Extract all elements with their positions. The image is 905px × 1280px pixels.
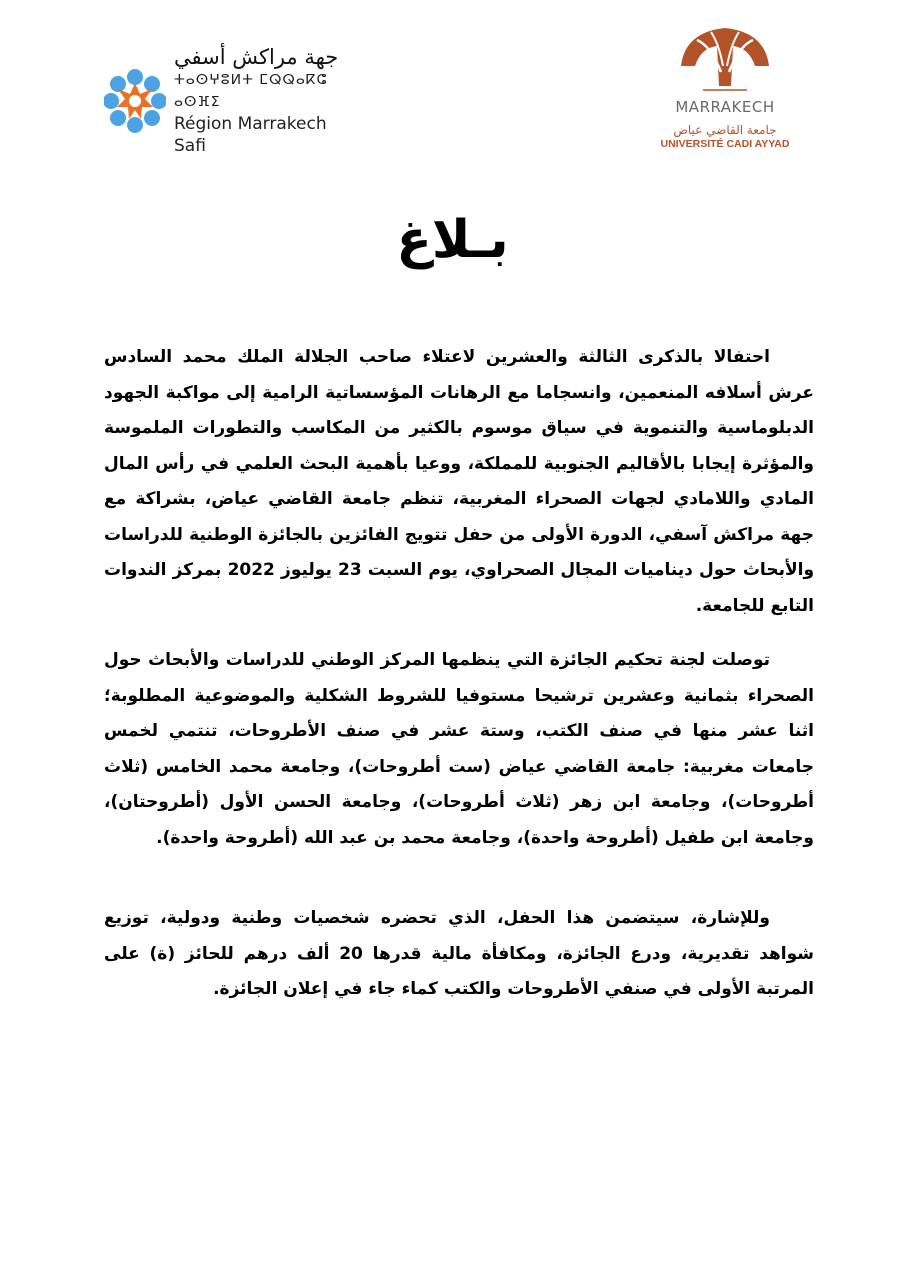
palm-arch-emblem-icon — [677, 26, 773, 96]
region-marrakech-safi-logo — [104, 45, 344, 156]
paragraph-text: احتفالا بالذكرى الثالثة والعشرين لاعتلاء صاحب الجلالة الملك محمد السادس عرش أسلافه المنعمين، وانسجاما مع الرهانات المؤسساتية الرامية إلى مواكبة الجهود الدبلوماسية والتنموية في سياق موسوم بالكثير من المكاسب والتطورات الملموسة والمؤثرة إيجابا بالأقاليم الجنوبية للمملكة، ووعيا بأهمية البحث العلمي في رأس المال المادي واللامادي لجهات الصحراء المغربية، تنظم جامعة القاضي عياض، بشراكة مع جهة مراكش آسفي، الدورة الأولى من حفل تتويج الفائزين بالجائزة الوطنية للدراسات والأبحاث حول ديناميات المجال الصحراوي، يوم السبت 23 يوليوز 2022 بمركز الندوات التابع للجامعة. — [104, 347, 815, 616]
logo-city-name: MARRAKECH — [675, 98, 775, 116]
universite-cadi-ayyad-logo — [660, 26, 790, 158]
document-title: بـلاغ — [396, 210, 509, 270]
university-name-arabic: جامعة القاضي عياض — [673, 123, 777, 137]
paragraph-1 — [104, 340, 814, 624]
region-name-french: Région Marrakech Safi — [174, 114, 327, 156]
paragraph-2 — [104, 643, 814, 856]
paragraph-3 — [104, 901, 814, 1008]
paragraph-text: وللإشارة، سيتضمن هذا الحفل، الذي تحضره شخصيات وطنية ودولية، توزيع شواهد تقديرية، ودرع الجائزة، ومكافأة مالية قدرها 20 ألف درهم للحائز (ة) على المرتبة الأولى في صنفي الأطروحات والكتب كماء جاء في إعلان الجائزة. — [104, 908, 814, 999]
region-name-arabic: جهة مراكش أسفي — [174, 45, 339, 69]
region-name-tifinagh: ⵜⴰⵙⵖⵓⵍⵜ ⵎⵕⵕⴰⴽⵛ ⴰⵙⴼⵉ — [174, 72, 328, 110]
university-name-french: UNIVERSITÉ CADI AYYAD — [660, 138, 790, 150]
region-star-emblem-icon — [104, 56, 166, 146]
paragraph-text: توصلت لجنة تحكيم الجائزة التي ينظمها المركز الوطني للدراسات والأبحاث حول الصحراء بثمانية وعشرين ترشيحا مستوفيا للشروط الشكلية والموضوعية المطلوبة؛ اثنا عشر منها في صنف الكتب، وستة عشر في صنف الأطروحات، تنتمي لخمس جامعات مغربية: جامعة القاضي عياض (ست أطروحات)، وجامعة محمد الخامس (ثلاث أطروحات)، وجامعة ابن زهر (ثلاث أطروحات)، وجامعة الحسن الأول (أطروحتان)، وجامعة ابن طفيل (أطروحة واحدة)، وجامعة محمد بن عبد الله (أطروحة واحدة). — [104, 650, 814, 848]
